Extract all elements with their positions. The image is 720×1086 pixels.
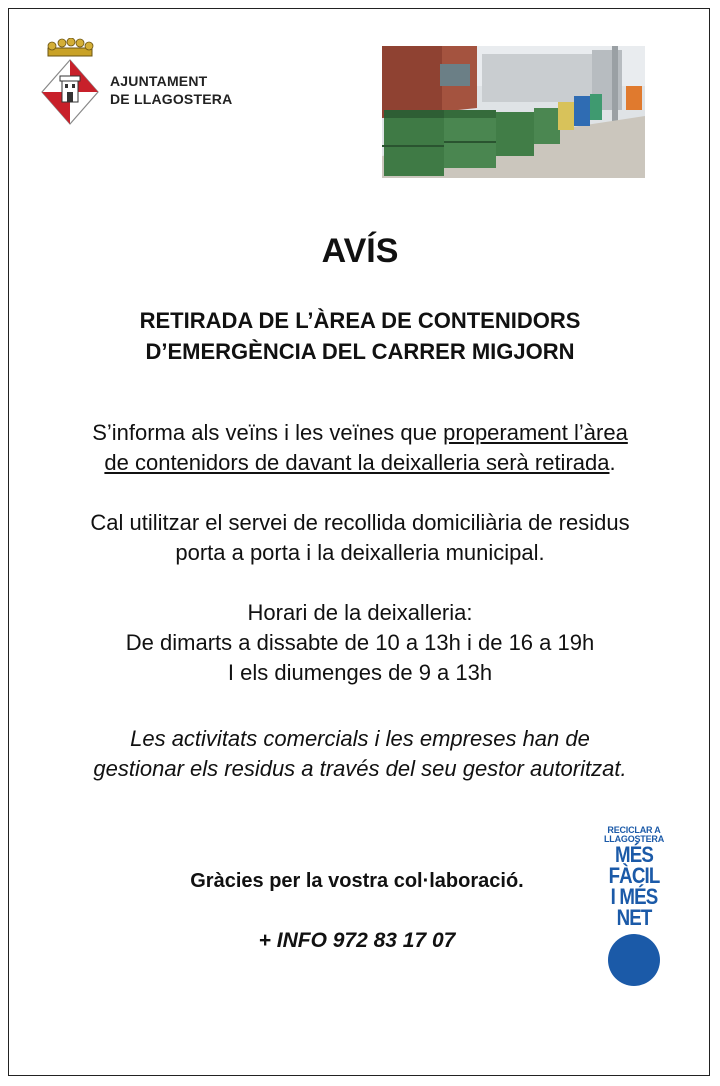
info-phone: + INFO 972 83 17 07 [258, 929, 456, 952]
town-coat-of-arms [36, 38, 111, 128]
notice-subtitle: RETIRADA DE L’ÀREA DE CONTENIDORS D’EMERGÈNCIA DEL CARRER MIGJORN [139, 308, 581, 364]
notice-title: AVÍS [321, 232, 399, 270]
collection-instructions: Cal utilitzar el servei de recollida domiciliària de residus porta a porta i la deixalleria municipal. [90, 510, 630, 565]
recycling-campaign-logo: RECICLAR A LLAGOSTERA MÉS FÀCIL I MÉS NET [604, 826, 664, 986]
recycling-center-hours: Horari de la deixalleria: De dimarts a dissabte de 10 a 13h i de 16 a 19h I els diumenges de 9 a 13h [0, 598, 720, 688]
blue-circle-icon [608, 934, 660, 986]
hours-heading: Horari de la deixalleria: [247, 600, 473, 625]
town-council-name: AJUNTAMENT DE LLAGOSTERA [110, 73, 233, 107]
removal-announcement: S’informa als veïns i les veïnes que properament l’àrea de contenidors de davant la deixalleria serà retirada. [92, 420, 628, 475]
containers-photo [382, 46, 645, 178]
business-notice: Les activitats comercials i les empreses han de gestionar els residus a través del seu gestor autoritzat. [93, 726, 627, 781]
thanks-message: Gràcies per la vostra col·laboració. [190, 870, 524, 892]
